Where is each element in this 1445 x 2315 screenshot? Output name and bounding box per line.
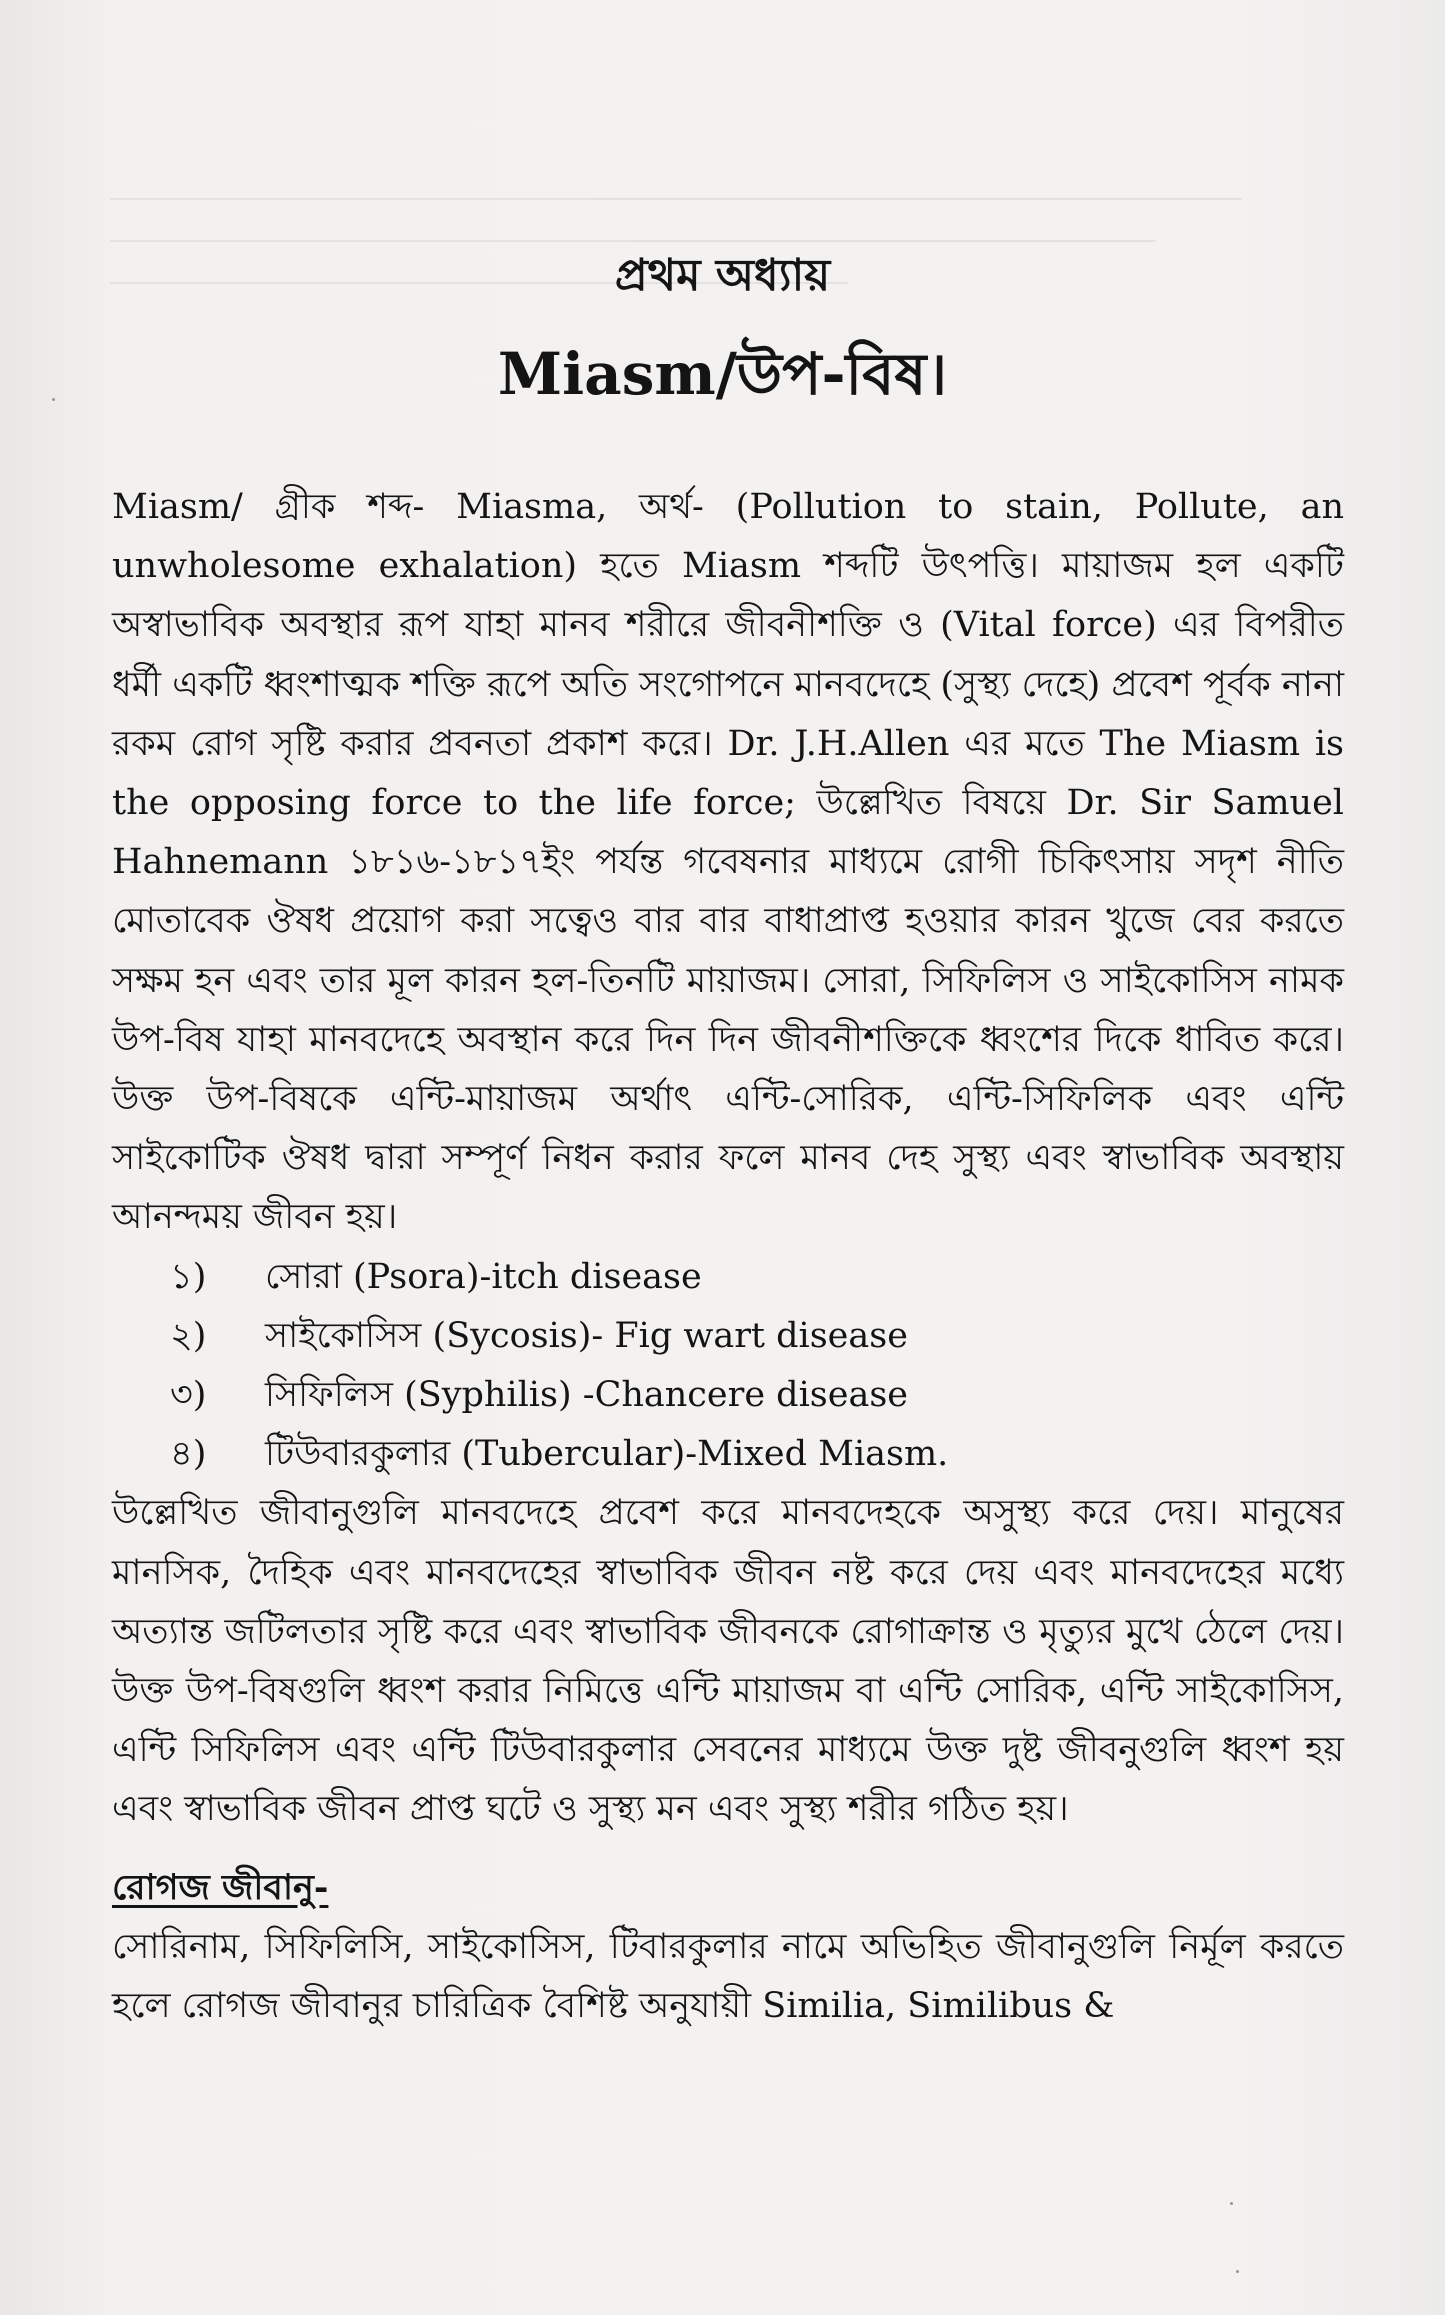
paper-speck <box>1236 2270 1239 2273</box>
chapter-label: প্রথম অধ্যায় <box>614 250 831 301</box>
intro-paragraph: Miasm/ গ্রীক শব্দ- Miasma, অর্থ- (Pollution to stain, Pollute, an unwholesome exhalation) হতে Miasm শব্দটি উৎপত্তি। মায়াজম হল একটি অস্বাভাবিক অবস্থার রূপ যাহা মানব শরীরে জীবনীশক্তি ও (Vital force) এর বিপরীত ধর্মী একটি ধ্বংশাত্মক শক্তি রূপে অতি সংগোপনে মানবদেহে (সুস্থ্য দেহে) প্রবেশ পূর্বক নানা রকম রোগ সৃষ্টি করার প্রবনতা প্রকাশ করে। Dr. J.H.Allen এর মতে The Miasm is the opposing force to the life force; উল্লেখিত বিষয়ে Dr. Sir Samuel Hahnemann ১৮১৬-১৮১৭ইং পর্যন্ত গবেষনার মাধ্যমে রোগী চিকিৎসায় সদৃশ নীতি মোতাবেক ঔষধ প্রয়োগ করা সত্বেও বার বার বাধাপ্রাপ্ত হওয়ার কারন খুজে বের করতে সক্ষম হন এবং তার মূল কারন হল-তিনটি মায়াজম। সোরা, সিফিলিস ও সাইকোসিস নামক উপ-বিষ যাহা মানবদেহে অবস্থান করে দিন দিন জীবনীশক্তিকে ধ্বংশের দিকে ধাবিত করে। উক্ত উপ-বিষকে এন্টি-মায়াজম অর্থাৎ এন্টি-সোরিক, এন্টি-সিফিলিক এবং এন্টি সাইকোটিক ঔষধ দ্বারা সম্পূর্ণ নিধন করার ফলে মানব দেহ সুস্থ্য এবং স্বাভাবিক অবস্থায় আনন্দময় জীবন হয়। <box>112 487 1344 1238</box>
list-number: ৪) <box>170 1434 207 1475</box>
list-text: সোরা (Psora)-itch disease <box>265 1256 702 1297</box>
list-item <box>170 1307 1344 1366</box>
list-number: ১) <box>170 1256 207 1297</box>
list-number: ২) <box>170 1315 207 1356</box>
list-item <box>170 1366 1344 1425</box>
list-number: ৩) <box>170 1375 207 1416</box>
list-text: টিউবারকুলার (Tubercular)-Mixed Miasm. <box>265 1434 949 1475</box>
section-heading: রোগজ জীবানু- <box>112 1866 329 1908</box>
list-text: সিফিলিস (Syphilis) -Chancere disease <box>265 1375 908 1416</box>
paper-speck <box>52 398 55 401</box>
list-text: সাইকোসিস (Sycosis)- Fig wart disease <box>265 1315 908 1356</box>
body-text <box>112 478 1344 2036</box>
closing-paragraph: সোরিনাম, সিফিলিসি, সাইকোসিস, টিবারকুলার নামে অভিহিত জীবানুগুলি নির্মূল করতে হলে রোগজ জীবানুর চারিত্রিক বৈশিষ্ট অনুযায়ী Similia, Similibus & <box>112 1926 1344 2027</box>
list-item <box>170 1248 1344 1307</box>
paper-speck <box>1230 2202 1233 2205</box>
page-title: Miasm/উপ-বিষ। <box>497 340 948 408</box>
effects-paragraph: উল্লেখিত জীবানুগুলি মানবদেহে প্রবেশ করে মানবদেহকে অসুস্থ্য করে দেয়। মানুষের মানসিক, দৈহিক এবং মানবদেহের স্বাভাবিক জীবন নষ্ট করে দেয় এবং মানবদেহের মধ্যে অত্যান্ত জটিলতার সৃষ্টি করে এবং স্বাভাবিক জীবনকে রোগাক্রান্ত ও মৃত্যুর মুখে ঠেলে দেয়। উক্ত উপ-বিষগুলি ধ্বংশ করার নিমিত্তে এন্টি মায়াজম বা এন্টি সোরিক, এন্টি সাইকোসিস, এন্টি সিফিলিস এবং এন্টি টিউবারকুলার সেবনের মাধ্যমে উক্ত দুষ্ট জীবনুগুলি ধ্বংশ হয় এবং স্বাভাবিক জীবন প্রাপ্ত ঘটে ও সুস্থ্য মন এবং সুস্থ্য শরীর গঠিত হয়। <box>112 1493 1344 1830</box>
list-item <box>170 1425 1344 1484</box>
miasm-list <box>112 1248 1344 1485</box>
